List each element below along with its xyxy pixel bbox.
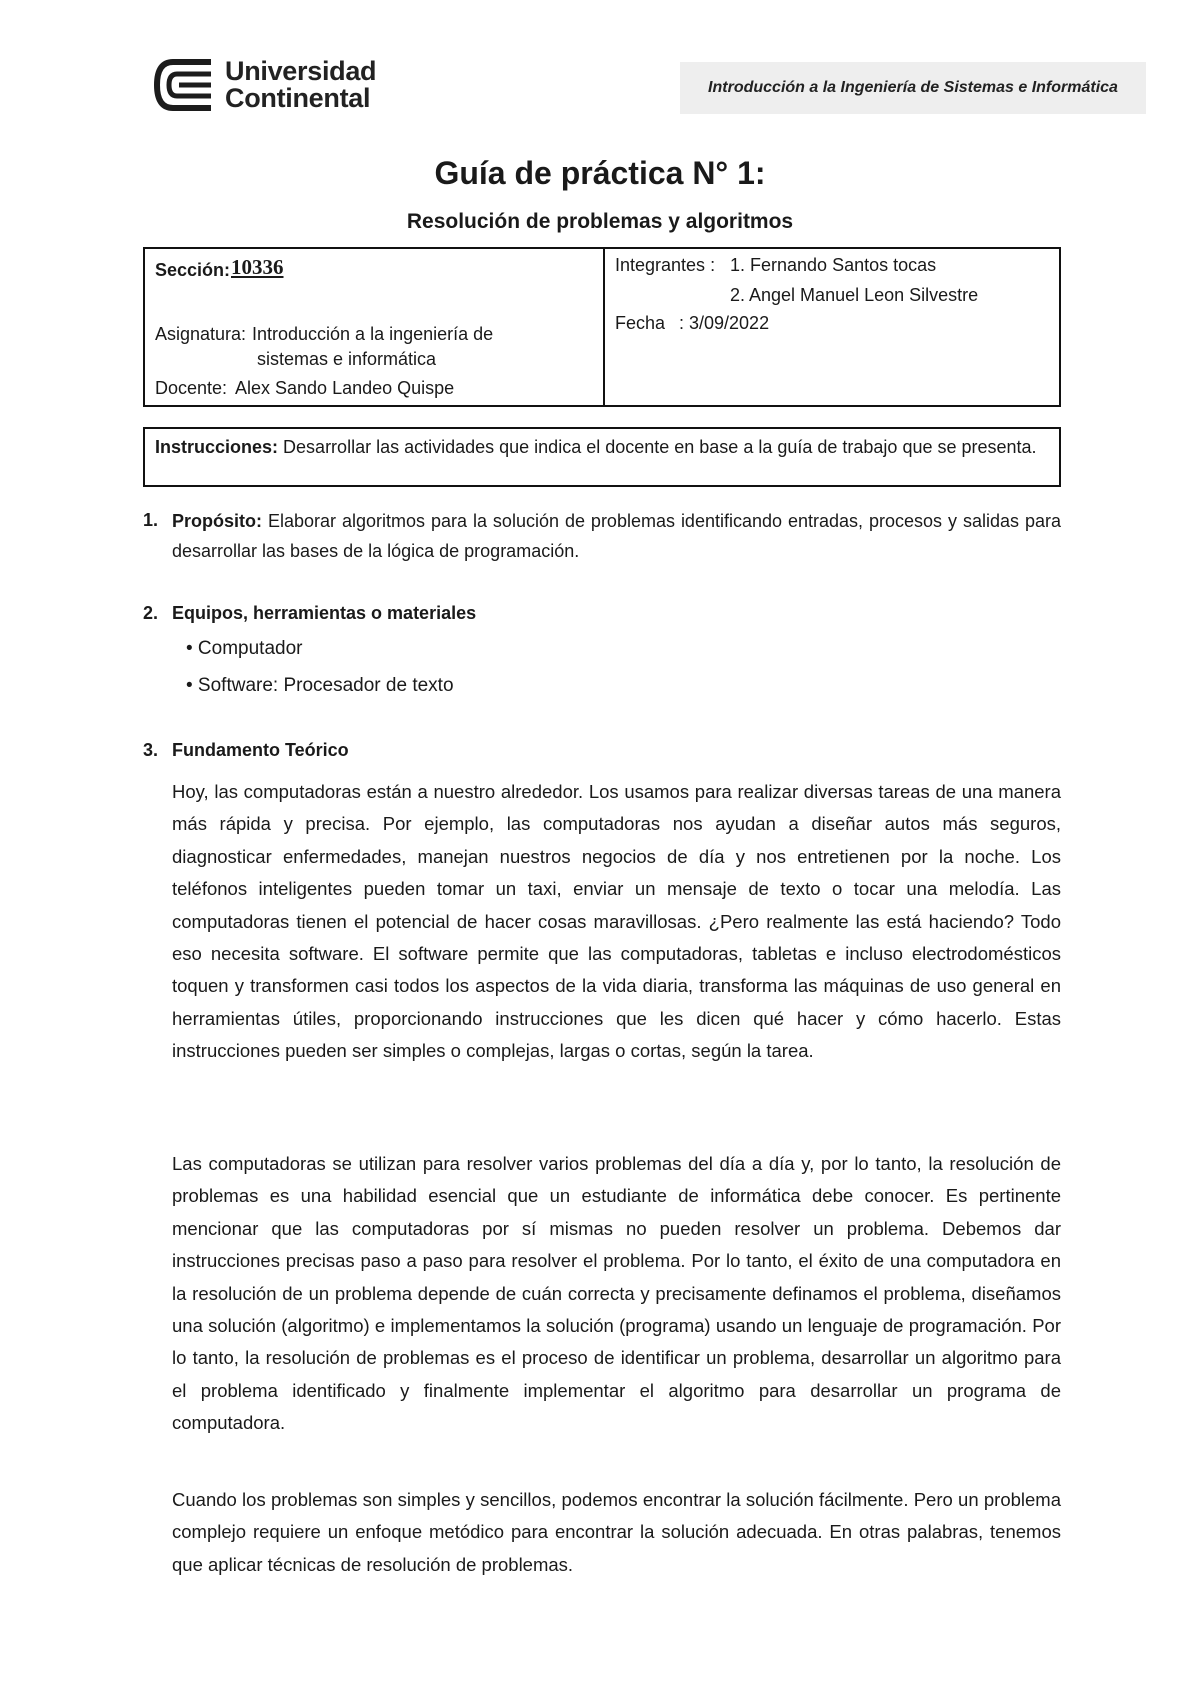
- info-left-cell: [145, 249, 605, 405]
- instructions-box: [143, 427, 1061, 487]
- member-2: 2. Angel Manuel Leon Silvestre: [730, 285, 979, 305]
- document-subtitle: Resolución de problemas y algoritmos: [406, 210, 794, 233]
- section-1-paragraph: [172, 506, 1061, 566]
- info-right-cell: [605, 249, 1059, 405]
- date-value: : 3/09/2022: [679, 313, 770, 333]
- section-3-heading: [143, 740, 349, 761]
- course-banner: Introducción a la Ingeniería de Sistemas e Informática: [680, 62, 1146, 114]
- logo-wordmark: [225, 58, 376, 112]
- date-label: Fecha: [615, 313, 666, 333]
- section-2-heading: [143, 603, 476, 624]
- logo-line-1: Universidad: [225, 56, 377, 86]
- document-title: Guía de práctica N° 1:: [434, 155, 766, 191]
- subject-label: Asignatura:: [155, 324, 247, 344]
- section-3-number: 3.: [143, 740, 159, 760]
- instructions-label: Instrucciones:: [155, 437, 279, 457]
- subject-value-line-2: sistemas e informática: [257, 349, 437, 369]
- subject-value-line-1: Introducción a la ingeniería de: [252, 324, 494, 344]
- section-1-title: Propósito:: [172, 511, 262, 531]
- section-2-number: 2.: [143, 603, 159, 623]
- member-1: 1. Fernando Santos tocas: [730, 255, 937, 275]
- university-logo: [153, 58, 376, 112]
- members-label: Integrantes :: [615, 255, 716, 275]
- section-value: 10336: [231, 255, 284, 279]
- teacher-label: Docente:: [155, 378, 228, 398]
- logo-line-2: Continental: [225, 83, 371, 113]
- continental-logo-icon: [153, 58, 215, 112]
- info-table: [143, 247, 1061, 407]
- theory-paragraph-3: Cuando los problemas son simples y sencillos, podemos encontrar la solución fácilmente. Pero un problema complejo requiere un enfoque metódico para encontrar la solución adecuada. En otras palabras, tenemos que aplicar técnicas de resolución de problemas.: [172, 1489, 1061, 1575]
- section-1-number: 1.: [143, 510, 159, 530]
- materials-item-computer: • Computador: [186, 638, 303, 659]
- materials-item-software: • Software: Procesador de texto: [186, 675, 454, 696]
- teacher-value: Alex Sando Landeo Quispe: [235, 378, 455, 398]
- section-3-title: Fundamento Teórico: [172, 740, 349, 760]
- theory-paragraph-1: Hoy, las computadoras están a nuestro alrededor. Los usamos para realizar diversas tareas de una manera más rápida y precisa. Por ejemplo, las computadoras nos ayudan a diseñar autos más seguros, diagnosticar enfermedades, manejan nuestros negocios de día y nos entretienen por la noche. Los teléfonos inteligentes pueden tomar un taxi, enviar un mensaje de texto o tocar una melodía. Las computadoras tienen el potencial de hacer cosas maravillosas. ¿Pero realmente las está haciendo? Todo eso necesita software. El software permite que las computadoras, tabletas e incluso electrodomésticos toquen y transformen casi todos los aspectos de la vida diaria, transforma las máquinas de uso general en herramientas útiles, proporcionando instrucciones que les dicen qué hacer y cómo hacerlo. Estas instrucciones pueden ser simples o complejas, largas o cortas, según la tarea.: [172, 781, 1061, 1062]
- section-label: Sección:: [155, 260, 231, 280]
- instructions-text: Desarrollar las actividades que indica el docente en base a la guía de trabajo que se presenta.: [283, 437, 1037, 457]
- section-1-heading: [143, 510, 172, 531]
- section-1-text: Elaborar algoritmos para la solución de problemas identificando entradas, procesos y salidas para desarrollar las bases de la lógica de programación.: [172, 511, 1061, 561]
- section-2-title: Equipos, herramientas o materiales: [172, 603, 477, 623]
- theory-paragraph-2: Las computadoras se utilizan para resolver varios problemas del día a día y, por lo tanto, la resolución de problemas es una habilidad esencial que un estudiante de informática debe conocer. Es pertinente mencionar que las computadoras por sí mismas no pueden resolver un problema. Debemos dar instrucciones precisas paso a paso para resolver el problema. Por lo tanto, el éxito de una computadora en la resolución de un problema depende de cuán correcta y precisamente definamos el problema, diseñamos una solución (algoritmo) e implementamos la solución (programa) usando un lenguaje de programación. Por lo tanto, la resolución de problemas es el proceso de identificar un problema, desarrollar un algoritmo para el problema identificado y finalmente implementar el algoritmo para desarrollar un programa de computadora.: [172, 1153, 1061, 1434]
